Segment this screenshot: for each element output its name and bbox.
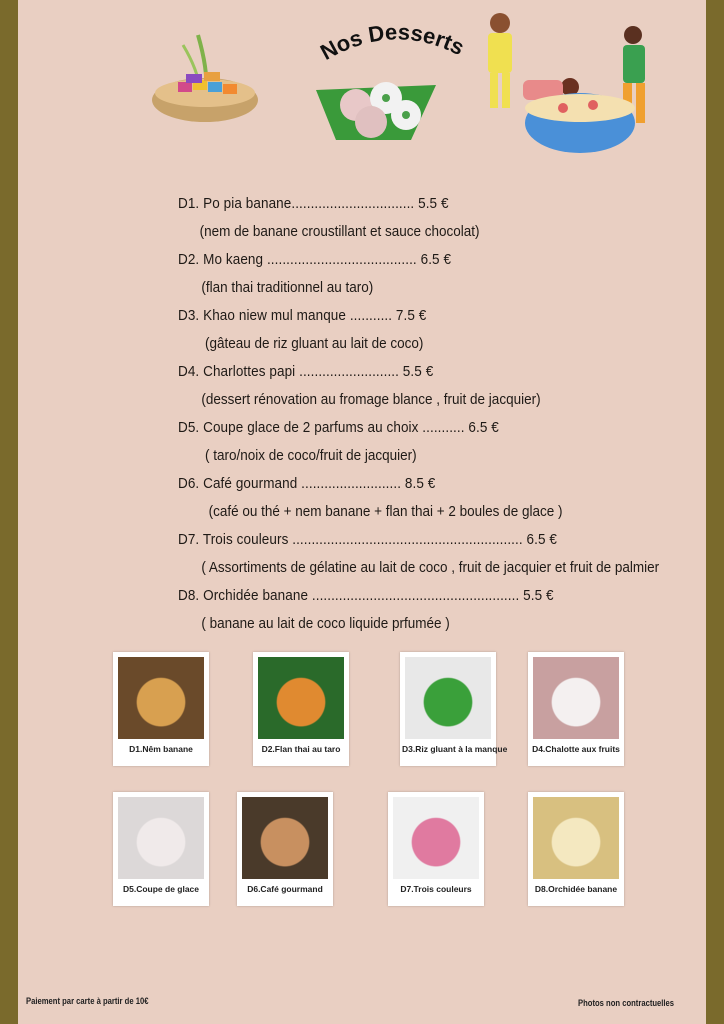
dessert-photo bbox=[533, 797, 619, 879]
menu-item-line: D3. Khao niew mul manque ........... 7.5 € bbox=[178, 307, 427, 324]
photo-caption: D6.Café gourmand bbox=[247, 884, 323, 894]
dessert-photo bbox=[405, 657, 491, 739]
dessert-photo bbox=[118, 797, 204, 879]
photo-caption: D3.Riz gluant à la manque bbox=[402, 744, 508, 754]
payment-note: Paiement par carte à partir de 10€ bbox=[26, 996, 149, 1006]
photo-card bbox=[113, 792, 209, 906]
photo-disclaimer: Photos non contractuelles bbox=[578, 998, 675, 1008]
dessert-menu-list bbox=[178, 190, 724, 638]
photo-card bbox=[528, 652, 624, 766]
photo-card bbox=[113, 652, 209, 766]
menu-item-line: D1. Po pia banane................................ 5.5 € bbox=[178, 195, 449, 212]
dessert-photo bbox=[393, 797, 479, 879]
menu-item-description: (dessert rénovation au fromage blance , fruit de jacquier) bbox=[201, 391, 541, 408]
menu-item-line: D8. Orchidée banane ...................................................... 5.5 € bbox=[178, 587, 554, 604]
menu-item-description: (gâteau de riz gluant au lait de coco) bbox=[205, 335, 424, 352]
coconut-cakes-on-leaf-illustration bbox=[311, 70, 441, 145]
menu-item-description: (café ou thé + nem banane + flan thai + 2 boules de glace ) bbox=[208, 503, 563, 520]
photo-card bbox=[237, 792, 333, 906]
menu-item-description: ( banane au lait de coco liquide prfumée ) bbox=[201, 615, 450, 632]
photo-card bbox=[253, 652, 349, 766]
menu-item-line: D6. Café gourmand .......................... 8.5 € bbox=[178, 475, 436, 492]
dessert-photo bbox=[533, 657, 619, 739]
menu-item-line: D7. Trois couleurs ............................................................ 6.5 € bbox=[178, 531, 558, 548]
menu-item-line: D4. Charlottes papi .......................... 5.5 € bbox=[178, 363, 434, 380]
menu-page bbox=[18, 0, 706, 1024]
menu-item-description: ( taro/noix de coco/fruit de jacquier) bbox=[205, 447, 417, 464]
menu-item-line: D5. Coupe glace de 2 parfums au choix ........... 6.5 € bbox=[178, 419, 499, 436]
photo-caption: D7.Trois couleurs bbox=[400, 884, 472, 894]
menu-item-description: (flan thai traditionnel au taro) bbox=[201, 279, 374, 296]
menu-item-line: D2. Mo kaeng ....................................... 6.5 € bbox=[178, 251, 452, 268]
photo-caption: D2.Flan thai au taro bbox=[261, 744, 341, 754]
photo-caption: D5.Coupe de glace bbox=[122, 884, 200, 894]
family-cooking-illustration bbox=[468, 5, 678, 160]
menu-item-description: (nem de banane croustillant et sauce chocolat) bbox=[199, 223, 480, 240]
photo-card bbox=[388, 792, 484, 906]
photo-caption: D8.Orchidée banane bbox=[534, 884, 618, 894]
title-text: Nos Desserts bbox=[316, 19, 469, 65]
dessert-photo bbox=[242, 797, 328, 879]
photo-card bbox=[528, 792, 624, 906]
photo-caption: D4.Chalotte aux fruits bbox=[532, 744, 620, 754]
colorful-dessert-basket-illustration bbox=[148, 30, 263, 130]
dessert-photo bbox=[118, 657, 204, 739]
menu-item-description: ( Assortiments de gélatine au lait de coco , fruit de jacquier et fruit de palmier bbox=[201, 559, 660, 576]
photo-card bbox=[400, 652, 508, 766]
dessert-photo bbox=[258, 657, 344, 739]
svg-text:Nos Desserts bbox=[316, 19, 468, 65]
photo-caption: D1.Nêm banane bbox=[129, 744, 193, 754]
